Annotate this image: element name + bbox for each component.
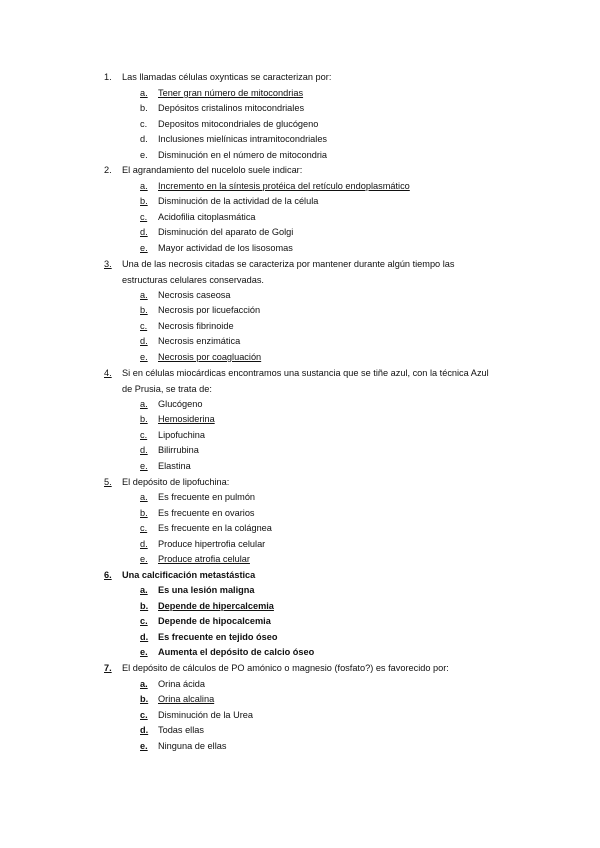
question-2: [104, 163, 499, 179]
option-letter: b.: [140, 508, 148, 518]
option-text: Disminución de la actividad de la célula: [158, 196, 319, 206]
option-letter: a.: [140, 679, 148, 689]
option-letter: c.: [140, 430, 148, 440]
option-letter: b.: [140, 414, 148, 424]
option-text: Depositos mitocondriales de glucógeno: [158, 119, 319, 129]
option-text: Es frecuente en ovarios: [158, 508, 255, 518]
option-2d: [140, 225, 293, 241]
question-text: Las llamadas células oxynticas se caracterizan por:: [122, 72, 332, 82]
option-text: Necrosis caseosa: [158, 290, 231, 300]
question-text: El agrandamiento del nucelolo suele indicar:: [122, 165, 303, 175]
option-text: Necrosis fibrinoide: [158, 321, 234, 331]
option-letter: c.: [140, 212, 148, 222]
option-1d: [140, 132, 327, 148]
question-number: 1.: [104, 72, 112, 82]
option-letter: d.: [140, 632, 149, 642]
question-6: [104, 568, 499, 584]
option-6d: [140, 630, 277, 646]
question-number: 2.: [104, 165, 112, 175]
option-4b: [140, 412, 215, 428]
option-5e: [140, 552, 250, 568]
option-2c: [140, 210, 256, 226]
question-number: 5.: [104, 477, 112, 487]
question-number: 4.: [104, 368, 112, 378]
option-1e: [140, 148, 327, 164]
option-4a: [140, 397, 202, 413]
option-7c: [140, 708, 253, 724]
option-letter: a.: [140, 88, 148, 98]
option-text: Glucógeno: [158, 399, 203, 409]
option-7a: [140, 677, 205, 693]
option-4d: [140, 443, 199, 459]
option-5d: [140, 537, 265, 553]
option-2b: [140, 194, 318, 210]
option-letter: a.: [140, 181, 148, 191]
question-text: Si en células miocárdicas encontramos una sustancia que se tiñe azul, con la técnica Azul de Prusia, se trata de:: [122, 368, 489, 394]
question-3: [104, 257, 499, 288]
option-letter: c.: [140, 523, 148, 533]
option-text: Incremento en la síntesis protéica del retículo endoplasmático: [158, 181, 410, 191]
option-letter: e.: [140, 554, 148, 564]
option-letter: c.: [140, 710, 148, 720]
question-7: [104, 661, 499, 677]
option-5c: [140, 521, 272, 537]
option-letter: d.: [140, 336, 148, 346]
option-text: Ninguna de ellas: [158, 741, 227, 751]
option-6c: [140, 614, 271, 630]
option-text: Hemosiderina: [158, 414, 215, 424]
option-letter: e.: [140, 352, 148, 362]
option-text: Elastina: [158, 461, 191, 471]
question-text: El depósito de lipofuchina:: [122, 477, 230, 487]
option-6e: [140, 645, 314, 661]
question-5: [104, 475, 499, 491]
option-text: Lipofuchina: [158, 430, 205, 440]
option-letter: d.: [140, 539, 148, 549]
option-text: Disminución del aparato de Golgi: [158, 227, 294, 237]
option-3e: [140, 350, 261, 366]
option-letter: c.: [140, 321, 148, 331]
option-6b: [140, 599, 274, 615]
option-letter: d.: [140, 227, 148, 237]
option-letter: d.: [140, 445, 148, 455]
question-1: [104, 70, 499, 86]
option-4e: [140, 459, 191, 475]
option-6a: [140, 583, 255, 599]
option-letter: d.: [140, 134, 148, 144]
option-text: Acidofilia citoplasmática: [158, 212, 256, 222]
option-letter: a.: [140, 290, 148, 300]
option-letter: e.: [140, 461, 148, 471]
question-4: [104, 366, 499, 397]
option-text: Produce atrofia celular: [158, 554, 250, 564]
option-text: Depósitos cristalinos mitocondriales: [158, 103, 305, 113]
option-5a: [140, 490, 255, 506]
option-3c: [140, 319, 234, 335]
option-text: Orina ácida: [158, 679, 205, 689]
option-letter: e.: [140, 647, 148, 657]
option-letter: b.: [140, 694, 149, 704]
option-2a: [140, 179, 410, 195]
option-letter: b.: [140, 196, 148, 206]
option-7e: [140, 739, 226, 755]
option-letter: e.: [140, 150, 148, 160]
option-text: Depende de hipocalcemia: [158, 616, 271, 626]
option-1a: [140, 86, 303, 102]
option-4c: [140, 428, 205, 444]
option-letter: a.: [140, 585, 148, 595]
option-text: Necrosis enzimática: [158, 336, 241, 346]
option-3d: [140, 334, 240, 350]
question-text: El depósito de cálculos de PO amónico o magnesio (fosfato?) es favorecido por:: [122, 663, 449, 673]
question-number: 6.: [104, 570, 112, 580]
option-text: Bilirrubina: [158, 445, 199, 455]
option-letter: a.: [140, 399, 148, 409]
option-text: Mayor actividad de los lisosomas: [158, 243, 293, 253]
option-letter: b.: [140, 305, 148, 315]
option-letter: c.: [140, 616, 148, 626]
option-text: Es frecuente en tejido óseo: [158, 632, 278, 642]
option-text: Es una lesión maligna: [158, 585, 255, 595]
option-1b: [140, 101, 304, 117]
option-letter: e.: [140, 243, 148, 253]
option-text: Disminución en el número de mitocondria: [158, 150, 328, 160]
option-1c: [140, 117, 318, 133]
option-text: Necrosis por coagluación: [158, 352, 262, 362]
option-text: Disminución de la Urea: [158, 710, 253, 720]
option-3b: [140, 303, 260, 319]
question-number: 7.: [104, 663, 112, 673]
question-text: Una de las necrosis citadas se caracteriza por mantener durante algún tiempo las estructuras celulares conservadas.: [122, 259, 455, 285]
option-5b: [140, 506, 255, 522]
option-3a: [140, 288, 231, 304]
option-text: Depende de hipercalcemia: [158, 601, 274, 611]
option-letter: e.: [140, 741, 148, 751]
option-letter: d.: [140, 725, 149, 735]
option-text: Necrosis por licuefacción: [158, 305, 261, 315]
option-text: Inclusiones mielínicas intramitocondriales: [158, 134, 328, 144]
option-text: Tener gran número de mitocondrias: [158, 88, 304, 98]
option-text: Orina alcalina: [158, 694, 215, 704]
option-letter: c.: [140, 119, 148, 129]
option-text: Aumenta el depósito de calcio óseo: [158, 647, 315, 657]
option-7b: [140, 692, 214, 708]
option-2e: [140, 241, 293, 257]
option-letter: b.: [140, 601, 149, 611]
option-text: Todas ellas: [158, 725, 204, 735]
option-text: Produce hipertrofia celular: [158, 539, 266, 549]
option-letter: b.: [140, 103, 148, 113]
question-number: 3.: [104, 259, 112, 269]
question-text: Una calcificación metastástica: [122, 570, 256, 580]
option-7d: [140, 723, 204, 739]
option-text: Es frecuente en la colágnea: [158, 523, 272, 533]
option-text: Es frecuente en pulmón: [158, 492, 256, 502]
option-letter: a.: [140, 492, 148, 502]
